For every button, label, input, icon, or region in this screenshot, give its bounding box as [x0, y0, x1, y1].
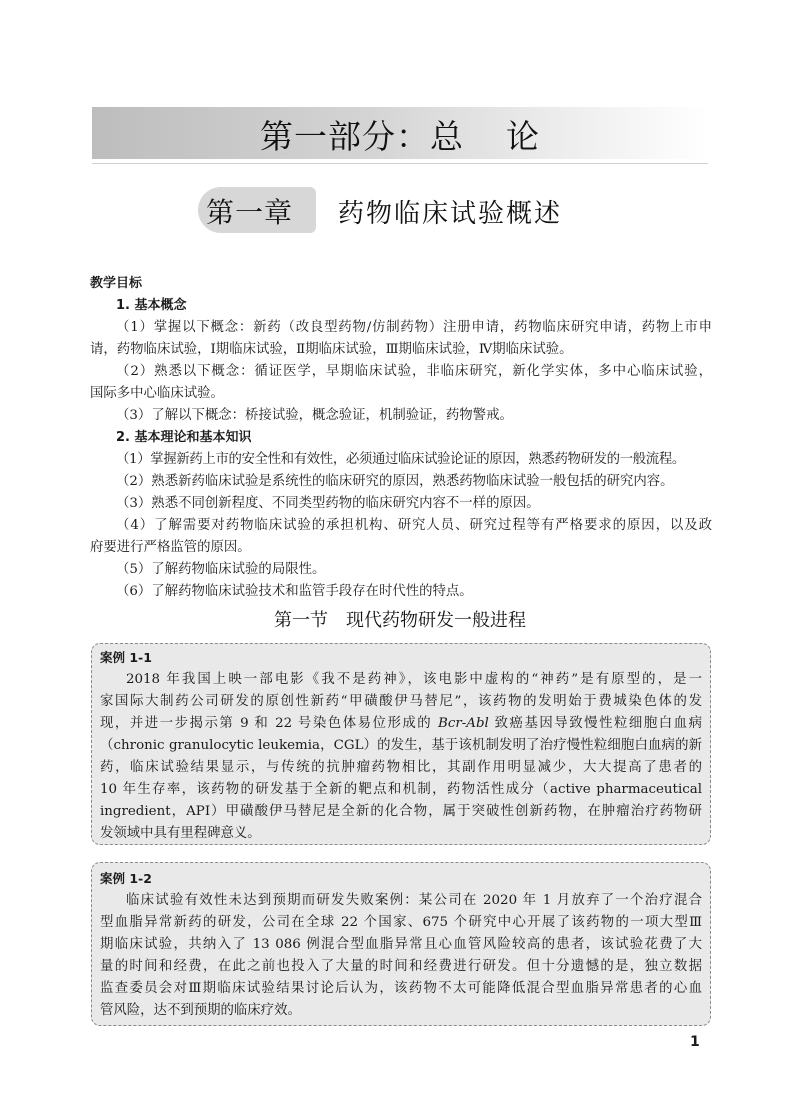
objectives-line: （4）了解需要对药物临床试验的承担机构、研究人员、研究过程等有严格要求的原因，以及政 [116, 518, 712, 533]
objectives-line: （2）熟悉新药临床试验是系统性的临床研究的原因，熟悉药物临床试验一般包括的研究内容。 [116, 474, 674, 489]
objectives-sec1-title: 1. 基本概念 [116, 298, 187, 313]
objectives-heading: 教学目标 [90, 276, 143, 291]
chapter-heading [198, 187, 618, 233]
part-title: 第一部分：总 论 [260, 117, 540, 156]
case-line: 2018 年我国上映一部电影《我不是药神》，该电影中虚构的“神药”是有原型的，是一 [126, 672, 702, 687]
chapter-badge [198, 187, 316, 233]
objectives-line: （3）熟悉不同创新程度、不同类型药物的临床研究内容不一样的原因。 [116, 496, 540, 511]
section-title: 现代药物研发一般进程 [346, 610, 526, 631]
case-line: 量的时间和经费，在此之前也投入了大量的时间和经费进行研发。但十分遗憾的是，独立数据 [100, 959, 702, 974]
case-title: 案例 1-2 [100, 871, 152, 886]
case-line: 10 年生存率，该药物的研发基于全新的靶点和机制，药物活性成分（active pharmaceutical [100, 782, 702, 797]
case-line: （chronic granulocytic leukemia，CGL）的发生，基于该机制发明了治疗慢性粒细胞白血病的新 [100, 738, 702, 753]
case-line: 管风险，达不到预期的临床疗效。 [100, 1003, 301, 1018]
section-heading [0, 606, 800, 632]
case-line: 药，临床试验结果显示，与传统的抗肿瘤药物相比，其副作用明显减少，大大提高了患者的 [100, 760, 702, 775]
case-line: 发领域中具有里程碑意义。 [100, 826, 261, 841]
case-line: 型血脂异常新药的研发，公司在全球 22 个国家、675 个研究中心开展了该药物的一项大型Ⅲ [100, 915, 702, 930]
case-title: 案例 1-1 [100, 650, 152, 665]
teaching-objectives [90, 273, 712, 603]
objectives-line: （1）掌握以下概念：新药（改良型药物/仿制药物）注册申请，药物临床研究申请，药物上市申 [116, 320, 712, 335]
objectives-line: 请，药物临床试验，Ⅰ期临床试验，Ⅱ期临床试验，Ⅲ期临床试验，Ⅳ期临床试验。 [90, 342, 573, 357]
case-line: 临床试验有效性未达到预期而研发失败案例：某公司在 2020 年 1 月放弃了一个治疗混合 [126, 893, 702, 908]
divider [92, 163, 708, 164]
case-box-1 [91, 643, 711, 845]
objectives-sec2-title: 2. 基本理论和基本知识 [116, 430, 252, 445]
section-number: 第一节 [274, 610, 328, 631]
case-line: 期临床试验，共纳入了 13 086 例混合型血脂异常且心血管风险较高的患者，该试验花费了大 [100, 937, 702, 952]
objectives-line: （3）了解以下概念：桥接试验，概念验证，机制验证，药物警戒。 [116, 408, 513, 423]
chapter-number: 第一章 [206, 196, 294, 229]
objectives-line: （5）了解药物临床试验的局限性。 [116, 562, 326, 577]
case-line: 现，并进一步揭示第 9 和 22 号染色体易位形成的 Bcr-Abl 致癌基因导致慢性粒细胞白血病 [100, 716, 702, 731]
page-number: 1 [690, 1034, 700, 1050]
case-box-2 [91, 862, 711, 1026]
case-line: 监查委员会对Ⅲ期临床试验结果讨论后认为，该药物不太可能降低混合型血脂异常患者的心血 [100, 981, 702, 996]
objectives-line: 府要进行严格监管的原因。 [90, 540, 251, 555]
chapter-title: 药物临床试验概述 [338, 199, 563, 229]
case-line: ingredient，API）甲磺酸伊马替尼是全新的化合物，属于突破性创新药物，在肿瘤治疗药物研 [100, 804, 702, 819]
objectives-line: （1）掌握新药上市的安全性和有效性，必须通过临床试验论证的原因，熟悉药物研发的一般流程。 [116, 452, 685, 467]
case-line: 家国际大制药公司研发的原创性新药“甲磺酸伊马替尼”，该药物的发明始于费城染色体的发 [100, 694, 702, 709]
objectives-line: 国际多中心临床试验。 [90, 386, 224, 401]
objectives-line: （6）了解药物临床试验技术和监管手段存在时代性的特点。 [116, 584, 473, 599]
objectives-line: （2）熟悉以下概念：循证医学，早期临床试验，非临床研究，新化学实体，多中心临床试验， [116, 364, 712, 379]
part-banner [92, 107, 708, 159]
